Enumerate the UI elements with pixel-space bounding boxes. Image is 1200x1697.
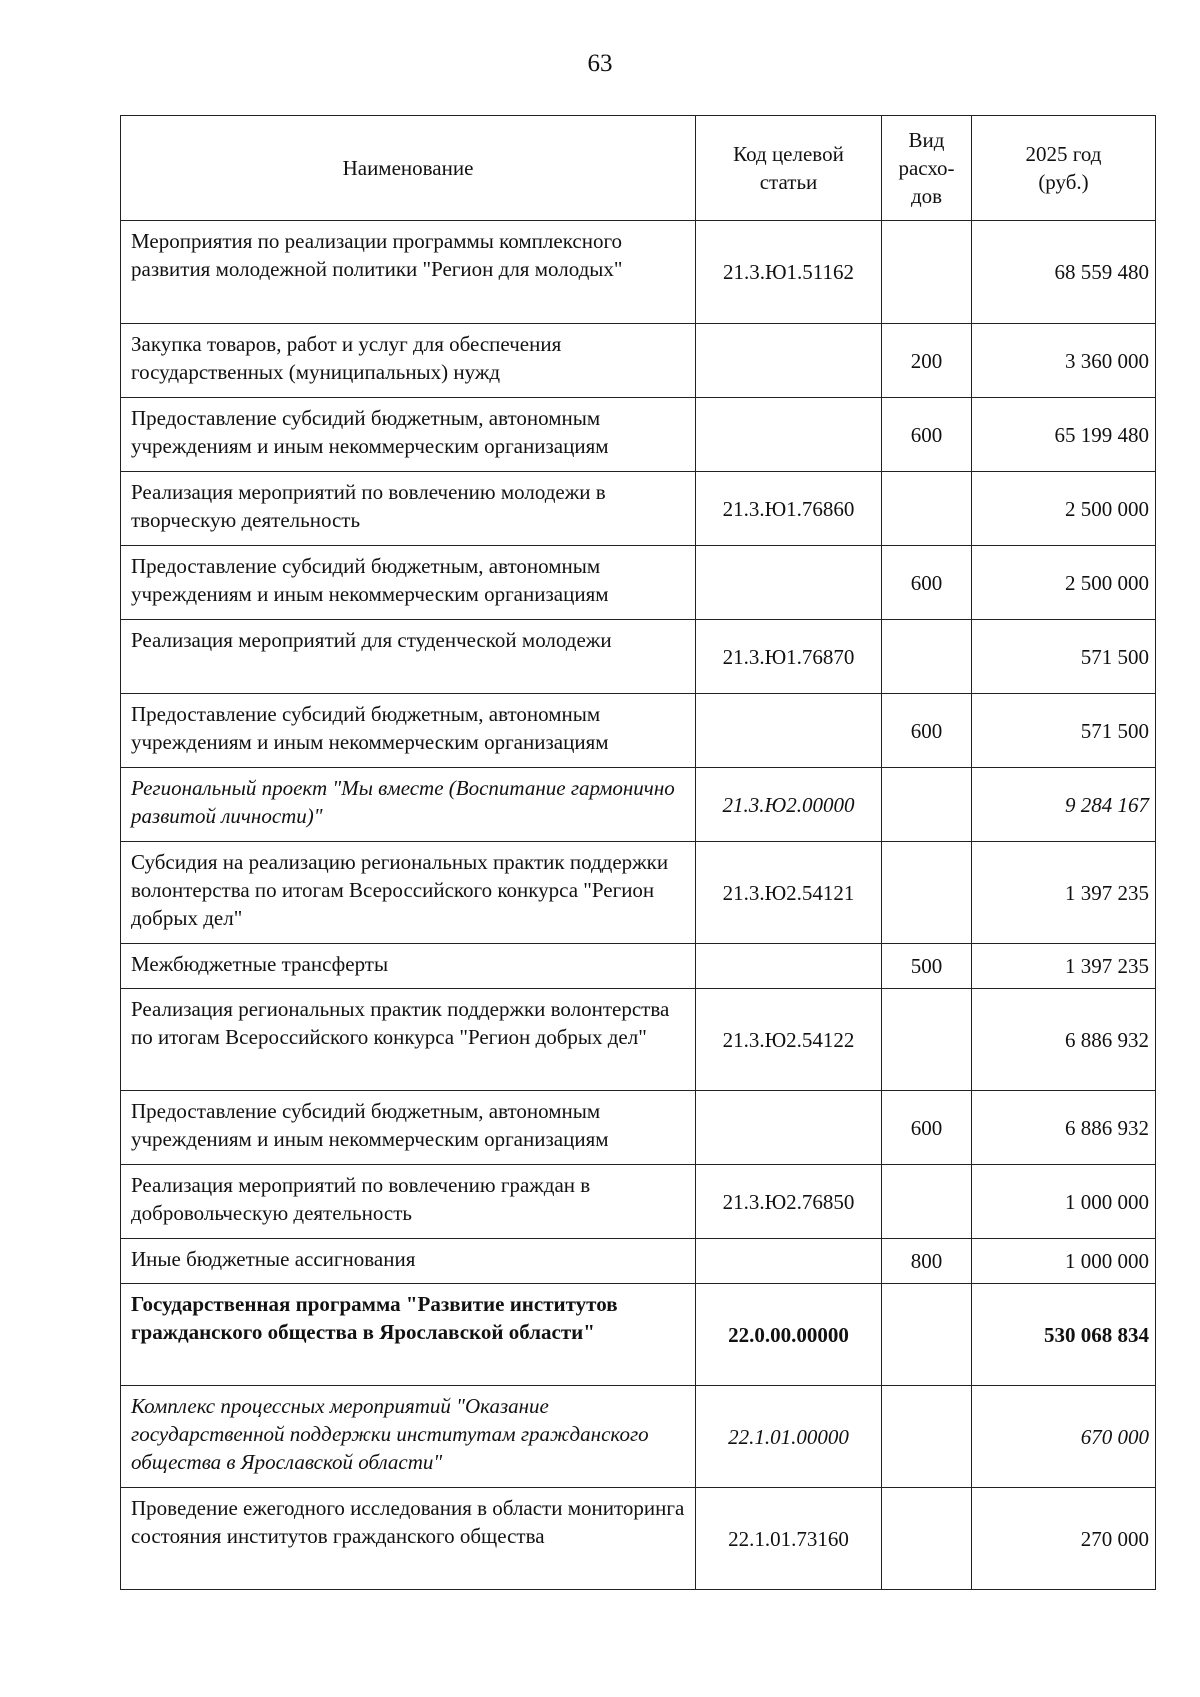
table-row <box>121 398 1156 472</box>
row-code: 21.3.Ю2.76850 <box>696 1165 882 1239</box>
row-kind <box>882 989 972 1091</box>
row-name: Межбюджетные трансферты <box>121 944 696 989</box>
row-code <box>696 1239 882 1284</box>
table-row <box>121 944 1156 989</box>
row-amount: 1 000 000 <box>972 1165 1156 1239</box>
row-amount: 1 397 235 <box>972 842 1156 944</box>
row-code: 22.0.00.00000 <box>696 1284 882 1386</box>
row-kind <box>882 221 972 324</box>
row-kind <box>882 842 972 944</box>
row-amount: 270 000 <box>972 1488 1156 1590</box>
row-code: 21.3.Ю2.54121 <box>696 842 882 944</box>
table-row <box>121 620 1156 694</box>
table-row <box>121 1488 1156 1590</box>
row-code <box>696 1091 882 1165</box>
row-amount: 68 559 480 <box>972 221 1156 324</box>
row-code: 21.3.Ю1.51162 <box>696 221 882 324</box>
row-kind <box>882 1488 972 1590</box>
table-row <box>121 768 1156 842</box>
row-name: Комплекс процессных мероприятий "Оказание государственной поддержки институтам гражданского общества в Ярославской области" <box>121 1386 696 1488</box>
row-name: Государственная программа "Развитие институтов гражданского общества в Ярославской области" <box>121 1284 696 1386</box>
row-name: Реализация мероприятий по вовлечению молодежи в творческую деятельность <box>121 472 696 546</box>
row-amount: 530 068 834 <box>972 1284 1156 1386</box>
row-name: Предоставление субсидий бюджетным, автономным учреждениям и иным некоммерческим организациям <box>121 398 696 472</box>
row-name: Предоставление субсидий бюджетным, автономным учреждениям и иным некоммерческим организациям <box>121 694 696 768</box>
row-name: Субсидия на реализацию региональных практик поддержки волонтерства по итогам Всероссийского конкурса "Регион добрых дел" <box>121 842 696 944</box>
header-kind: Вид расхо-дов <box>882 116 972 221</box>
header-code: Код целевой статьи <box>696 116 882 221</box>
row-amount: 1 000 000 <box>972 1239 1156 1284</box>
row-code <box>696 694 882 768</box>
table-row <box>121 1091 1156 1165</box>
row-name: Предоставление субсидий бюджетным, автономным учреждениям и иным некоммерческим организациям <box>121 546 696 620</box>
table-row <box>121 324 1156 398</box>
row-kind: 500 <box>882 944 972 989</box>
header-name: Наименование <box>121 116 696 221</box>
row-name: Предоставление субсидий бюджетным, автономным учреждениям и иным некоммерческим организациям <box>121 1091 696 1165</box>
row-amount: 571 500 <box>972 620 1156 694</box>
row-name: Закупка товаров, работ и услуг для обеспечения государственных (муниципальных) нужд <box>121 324 696 398</box>
header-amount: 2025 год (руб.) <box>972 116 1156 221</box>
row-amount: 9 284 167 <box>972 768 1156 842</box>
row-amount: 571 500 <box>972 694 1156 768</box>
row-amount: 6 886 932 <box>972 1091 1156 1165</box>
row-code: 22.1.01.00000 <box>696 1386 882 1488</box>
row-name: Мероприятия по реализации программы комплексного развития молодежной политики "Регион для молодых" <box>121 221 696 324</box>
row-amount: 2 500 000 <box>972 546 1156 620</box>
row-kind: 800 <box>882 1239 972 1284</box>
row-kind <box>882 1386 972 1488</box>
row-code: 21.3.Ю1.76870 <box>696 620 882 694</box>
row-kind: 600 <box>882 546 972 620</box>
row-amount: 6 886 932 <box>972 989 1156 1091</box>
budget-table <box>120 115 1156 1590</box>
row-amount: 65 199 480 <box>972 398 1156 472</box>
row-code <box>696 398 882 472</box>
table-row <box>121 1284 1156 1386</box>
table-row <box>121 221 1156 324</box>
table-row <box>121 694 1156 768</box>
table-row <box>121 842 1156 944</box>
table-header-row <box>121 116 1156 221</box>
row-kind <box>882 472 972 546</box>
row-kind <box>882 1284 972 1386</box>
table-row <box>121 546 1156 620</box>
row-name: Региональный проект "Мы вместе (Воспитание гармонично развитой личности)" <box>121 768 696 842</box>
table-row <box>121 1386 1156 1488</box>
table-row <box>121 472 1156 546</box>
row-amount: 2 500 000 <box>972 472 1156 546</box>
row-amount: 1 397 235 <box>972 944 1156 989</box>
row-kind <box>882 1165 972 1239</box>
row-kind: 600 <box>882 694 972 768</box>
row-name: Иные бюджетные ассигнования <box>121 1239 696 1284</box>
row-code <box>696 546 882 620</box>
row-kind <box>882 768 972 842</box>
row-code <box>696 324 882 398</box>
row-kind <box>882 620 972 694</box>
row-name: Реализация региональных практик поддержки волонтерства по итогам Всероссийского конкурса "Регион добрых дел" <box>121 989 696 1091</box>
row-kind: 600 <box>882 398 972 472</box>
row-kind: 200 <box>882 324 972 398</box>
table-row <box>121 1239 1156 1284</box>
row-name: Реализация мероприятий для студенческой молодежи <box>121 620 696 694</box>
row-code: 21.3.Ю2.54122 <box>696 989 882 1091</box>
row-name: Реализация мероприятий по вовлечению граждан в добровольческую деятельность <box>121 1165 696 1239</box>
row-name: Проведение ежегодного исследования в области мониторинга состояния институтов гражданского общества <box>121 1488 696 1590</box>
row-amount: 670 000 <box>972 1386 1156 1488</box>
row-code: 21.3.Ю1.76860 <box>696 472 882 546</box>
row-kind: 600 <box>882 1091 972 1165</box>
row-code: 21.3.Ю2.00000 <box>696 768 882 842</box>
table-row <box>121 1165 1156 1239</box>
row-amount: 3 360 000 <box>972 324 1156 398</box>
page-number: 63 <box>587 50 613 77</box>
table-row <box>121 989 1156 1091</box>
row-code <box>696 944 882 989</box>
row-code: 22.1.01.73160 <box>696 1488 882 1590</box>
